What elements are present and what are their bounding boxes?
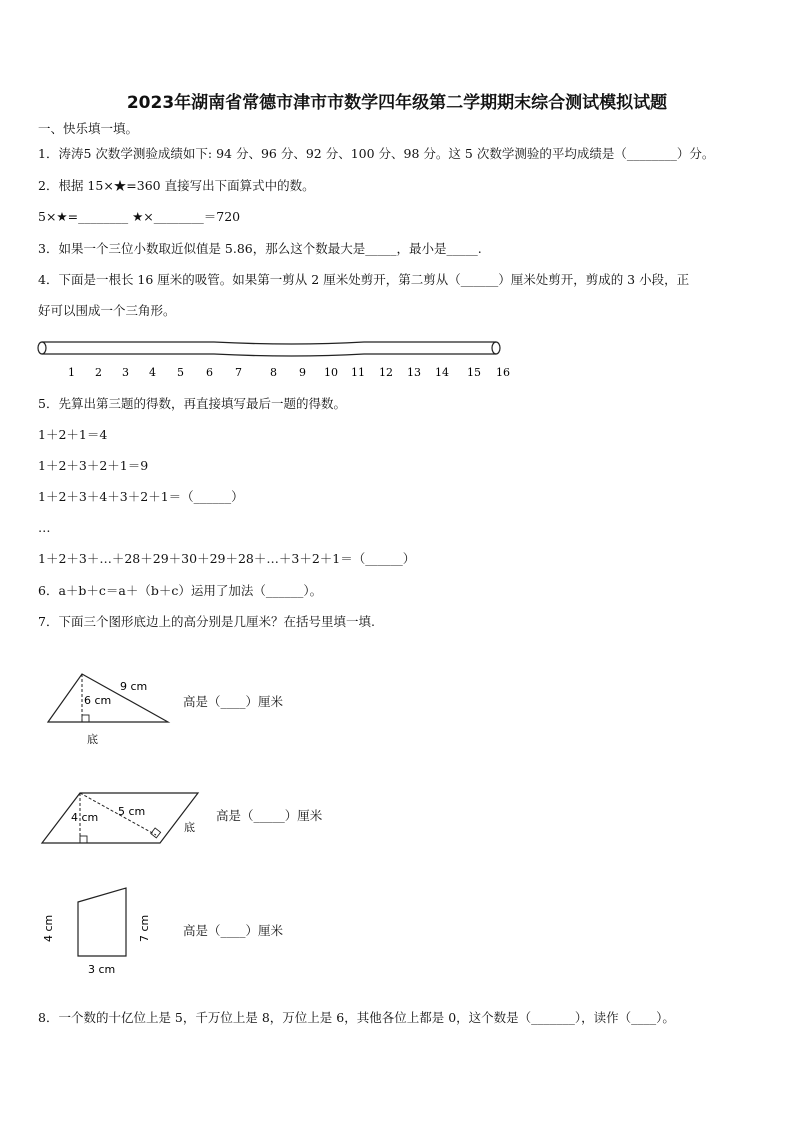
ruler-tick-label: 4: [149, 366, 156, 379]
ruler-tick-label: 7: [235, 366, 242, 379]
trapezoid-right-label: 7 cm: [138, 914, 151, 942]
question-5-eq2: 1＋2＋3＋2＋1＝9: [38, 458, 149, 473]
parallelogram-height-label: 4 cm: [71, 811, 99, 824]
page-title: 2023年湖南省常德市津市市数学四年级第二学期期末综合测试模拟试题: [126, 93, 668, 113]
ruler-tick-label: 15: [467, 366, 481, 379]
ruler-tick-label: 5: [177, 366, 184, 379]
parallelogram-answer: 高是（_____）厘米: [216, 808, 323, 823]
section-heading: 一、快乐填一填。: [38, 121, 139, 136]
parallelogram-diagonal-label: 5 cm: [118, 805, 146, 818]
ruler-tick-label: 6: [206, 366, 213, 379]
question-6: 6．a＋b＋c＝a＋（b＋c）运用了加法（______）。: [38, 583, 323, 598]
ruler-tick-label: 9: [299, 366, 306, 379]
ruler-tick-label: 14: [435, 366, 449, 379]
question-1: 1．涛涛5 次数学测验成绩如下: 94 分、96 分、92 分、100 分、98 分。这 5 次数学测验的平均成绩是（________）分。: [38, 146, 715, 161]
question-2-equations: 5×★=________ ★×________＝720: [38, 209, 241, 224]
ruler-tick-label: 13: [407, 366, 421, 379]
question-5-eq1: 1＋2＋1＝4: [38, 427, 108, 442]
parallelogram-figure: [38, 785, 208, 851]
trapezoid-figure: [36, 880, 166, 980]
ruler-tick-label: 16: [496, 366, 510, 379]
parallelogram-base-label: 底: [184, 821, 195, 834]
question-5-eq3: 1＋2＋3＋4＋3＋2＋1＝（______）: [38, 489, 244, 504]
straw-ruler-figure: [34, 334, 514, 382]
question-3: 3．如果一个三位小数取近似值是 5.86，那么这个数最大是_____，最小是_____.: [38, 241, 482, 256]
trapezoid-left-label: 4 cm: [42, 914, 55, 942]
ruler-tick-label: 2: [95, 366, 102, 379]
question-4-line1: 4．下面是一根长 16 厘米的吸管。如果第一剪从 2 厘米处剪开，第二剪从（______）厘米处剪开，剪成的 3 小段，正: [38, 272, 690, 287]
trapezoid-answer: 高是（____）厘米: [183, 923, 284, 938]
ruler-tick-label: 10: [324, 366, 338, 379]
triangle-slant-label: 9 cm: [120, 680, 148, 693]
question-5-eq5: 1＋2＋3＋…＋28＋29＋30＋29＋28＋…＋3＋2＋1＝（______）: [38, 551, 416, 566]
question-8: 8．一个数的十亿位上是 5，千万位上是 8，万位上是 6，其他各位上都是 0，这个数是（_______），读作（____）。: [38, 1010, 675, 1025]
triangle-answer: 高是（____）厘米: [183, 694, 284, 709]
trapezoid-bottom-label: 3 cm: [88, 963, 116, 976]
ruler-tick-label: 1: [68, 366, 75, 379]
question-5-ellipsis: …: [38, 520, 51, 535]
question-5: 5．先算出第三题的得数，再直接填写最后一题的得数。: [38, 396, 346, 411]
triangle-figure: [40, 668, 180, 750]
question-4-line2: 好可以围成一个三角形。: [38, 303, 176, 318]
triangle-base-label: 底: [87, 733, 98, 746]
question-2: 2．根据 15×★=360 直接写出下面算式中的数。: [38, 178, 315, 193]
ruler-tick-label: 12: [379, 366, 393, 379]
question-7: 7．下面三个图形底边上的高分别是几厘米？在括号里填一填.: [38, 614, 375, 629]
ruler-tick-label: 3: [122, 366, 129, 379]
ruler-tick-label: 11: [351, 366, 365, 379]
ruler-tick-label: 8: [270, 366, 277, 379]
triangle-height-label: 6 cm: [84, 694, 112, 707]
